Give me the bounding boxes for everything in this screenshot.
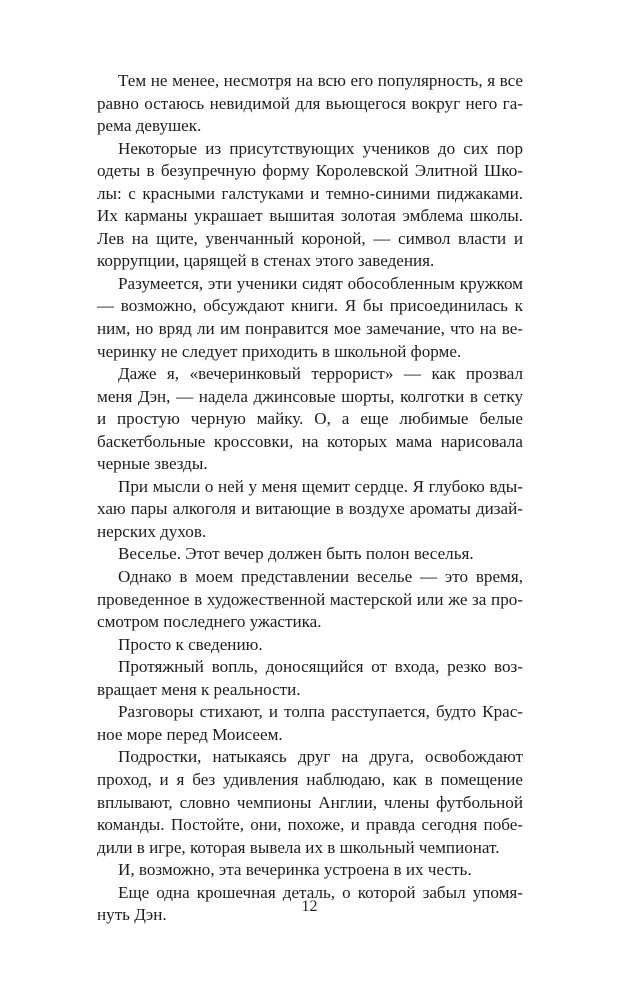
paragraph: Просто к сведению. — [118, 634, 263, 654]
paragraph: Веселье. Этот вечер должен быть полон веселья. — [118, 544, 474, 564]
paragraph: Разумеется, эти ученики сидят обособленным кружком — возможно, обсуждают книги. Я бы присоединилась к ним, но вряд ли им понравится мое замечание, что на вечеринку не следует приходить в школьной форме. — [97, 273, 523, 361]
paragraph: При мысли о ней у меня щемит сердце. Я глубоко вдыхаю пары алкоголя и витающие в воздухе ароматы дизайнерских духов. — [97, 476, 523, 541]
page-body-text — [97, 70, 523, 927]
paragraph: Тем не менее, несмотря на всю его популярность, я все равно остаюсь невидимой для вьющегося вокруг него гарема девушек. — [97, 71, 523, 136]
page-number: 12 — [301, 898, 318, 915]
paragraph: Некоторые из присутствующих учеников до сих пор одеты в безупречную форму Королевской Элитной Школы: с красными галстуками и темно-синими пиджаками. Их карманы украшает вышитая золотая эмблема школы. Лев на щите, увенчанный короной, — символ власти и коррупции, царящей в стенах этого заведения. — [97, 138, 523, 271]
paragraph: Однако в моем представлении веселье — это время, проведенное в художественной мастерской или же за просмотром последнего ужастика. — [97, 567, 523, 632]
paragraph: Разговоры стихают, и толпа расступается, будто Красное море перед Моисеем. — [97, 702, 523, 744]
paragraph: Подростки, натыкаясь друг на друга, освобождают проход, и я без удивления наблюдаю, как в помещение вплывают, словно чемпионы Англии, члены футбольной команды. Постойте, они, похоже, и правда сегодня победили в игре, которая вывела их в школьный чемпионат. — [97, 747, 523, 857]
paragraph: Еще одна крошечная деталь, о которой забыл упомянуть Дэн. — [97, 882, 523, 925]
paragraph: Протяжный вопль, доносящийся от входа, резко возвращает меня к реальности. — [97, 657, 523, 699]
paragraph: И, возможно, эта вечеринка устроена в их честь. — [118, 860, 472, 880]
paragraph: Даже я, «вечеринковый террорист» — как прозвал меня Дэн, — надела джинсовые шорты, колготки в сетку и простую черную майку. О, а еще любимые белые баскетбольные кроссовки, на которых мама нарисовала черные звезды. — [97, 364, 523, 474]
